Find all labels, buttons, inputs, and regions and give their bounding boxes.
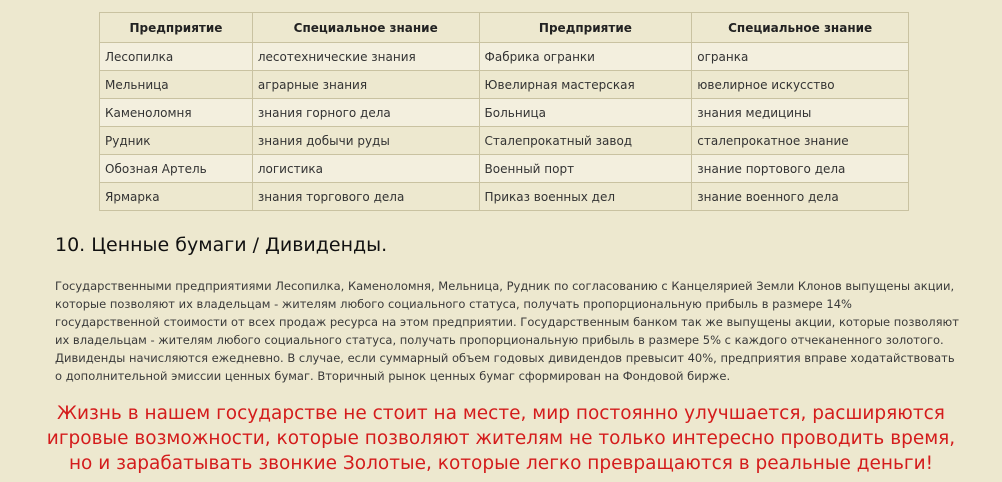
table-row: [100, 127, 909, 155]
table-cell: Приказ военных дел: [479, 183, 692, 211]
table-cell: Обозная Артель: [100, 155, 253, 183]
table-cell: Ювелирная мастерская: [479, 71, 692, 99]
table-cell: Больница: [479, 99, 692, 127]
header-knowledge-1: Специальное знание: [252, 13, 479, 43]
table-cell: Военный порт: [479, 155, 692, 183]
table-cell: аграрные знания: [252, 71, 479, 99]
table-cell: лесотехнические знания: [252, 43, 479, 71]
table-row: [100, 155, 909, 183]
table-cell: знания медицины: [692, 99, 909, 127]
table-cell: сталепрокатное знание: [692, 127, 909, 155]
table-row: [100, 71, 909, 99]
enterprise-knowledge-table: [99, 12, 909, 211]
table-cell: знания горного дела: [252, 99, 479, 127]
header-enterprise-1: Предприятие: [100, 13, 253, 43]
table-cell: знание военного дела: [692, 183, 909, 211]
table-cell: Мельница: [100, 71, 253, 99]
section-title: 10. Ценные бумаги / Дивиденды.: [55, 234, 388, 256]
table-cell: Ярмарка: [100, 183, 253, 211]
header-knowledge-2: Специальное знание: [692, 13, 909, 43]
section-body-text: Государственными предприятиями Лесопилка, Каменоломня, Мельница, Рудник по согласованию с Канцелярией Земли Клонов выпущены акции, которые позволяют их владельцам - жителям любого социального статуса, получать пропорциональную прибыль в размере 14% государственной стоимости от всех продаж ресурса на этом предприятии. Государственным банком так же выпущены акции, которые позволяют их владельцам - жителям любого социального статуса, получать пропорциональную прибыль в размере 5% с каждого отчеканенного золотого. Дивиденды начисляются ежедневно. В случае, если суммарный объем годовых дивидендов превысит 40%, предприятия вправе ходатайствовать о дополнительной эмиссии ценных бумаг. Вторичный рынок ценных бумаг сформирован на Фондовой бирже.: [55, 279, 959, 383]
table-cell: Каменоломня: [100, 99, 253, 127]
header-enterprise-2: Предприятие: [479, 13, 692, 43]
table-cell: огранка: [692, 43, 909, 71]
table-header-row: [100, 13, 909, 43]
table-cell: Сталепрокатный завод: [479, 127, 692, 155]
table-cell: Рудник: [100, 127, 253, 155]
table-cell: логистика: [252, 155, 479, 183]
table-cell: знания торгового дела: [252, 183, 479, 211]
table-row: [100, 183, 909, 211]
table-cell: Лесопилка: [100, 43, 253, 71]
table-cell: Фабрика огранки: [479, 43, 692, 71]
table-cell: знания добычи руды: [252, 127, 479, 155]
table-row: [100, 99, 909, 127]
table-cell: знание портового дела: [692, 155, 909, 183]
table-row: [100, 43, 909, 71]
highlight-text: Жизнь в нашем государстве не стоит на месте, мир постоянно улучшается, расширяются игровые возможности, которые позволяют жителям не только интересно проводить время, но и зарабатывать звонкие Золотые, которые легко превращаются в реальные деньги!: [46, 403, 956, 474]
table-cell: ювелирное искусство: [692, 71, 909, 99]
